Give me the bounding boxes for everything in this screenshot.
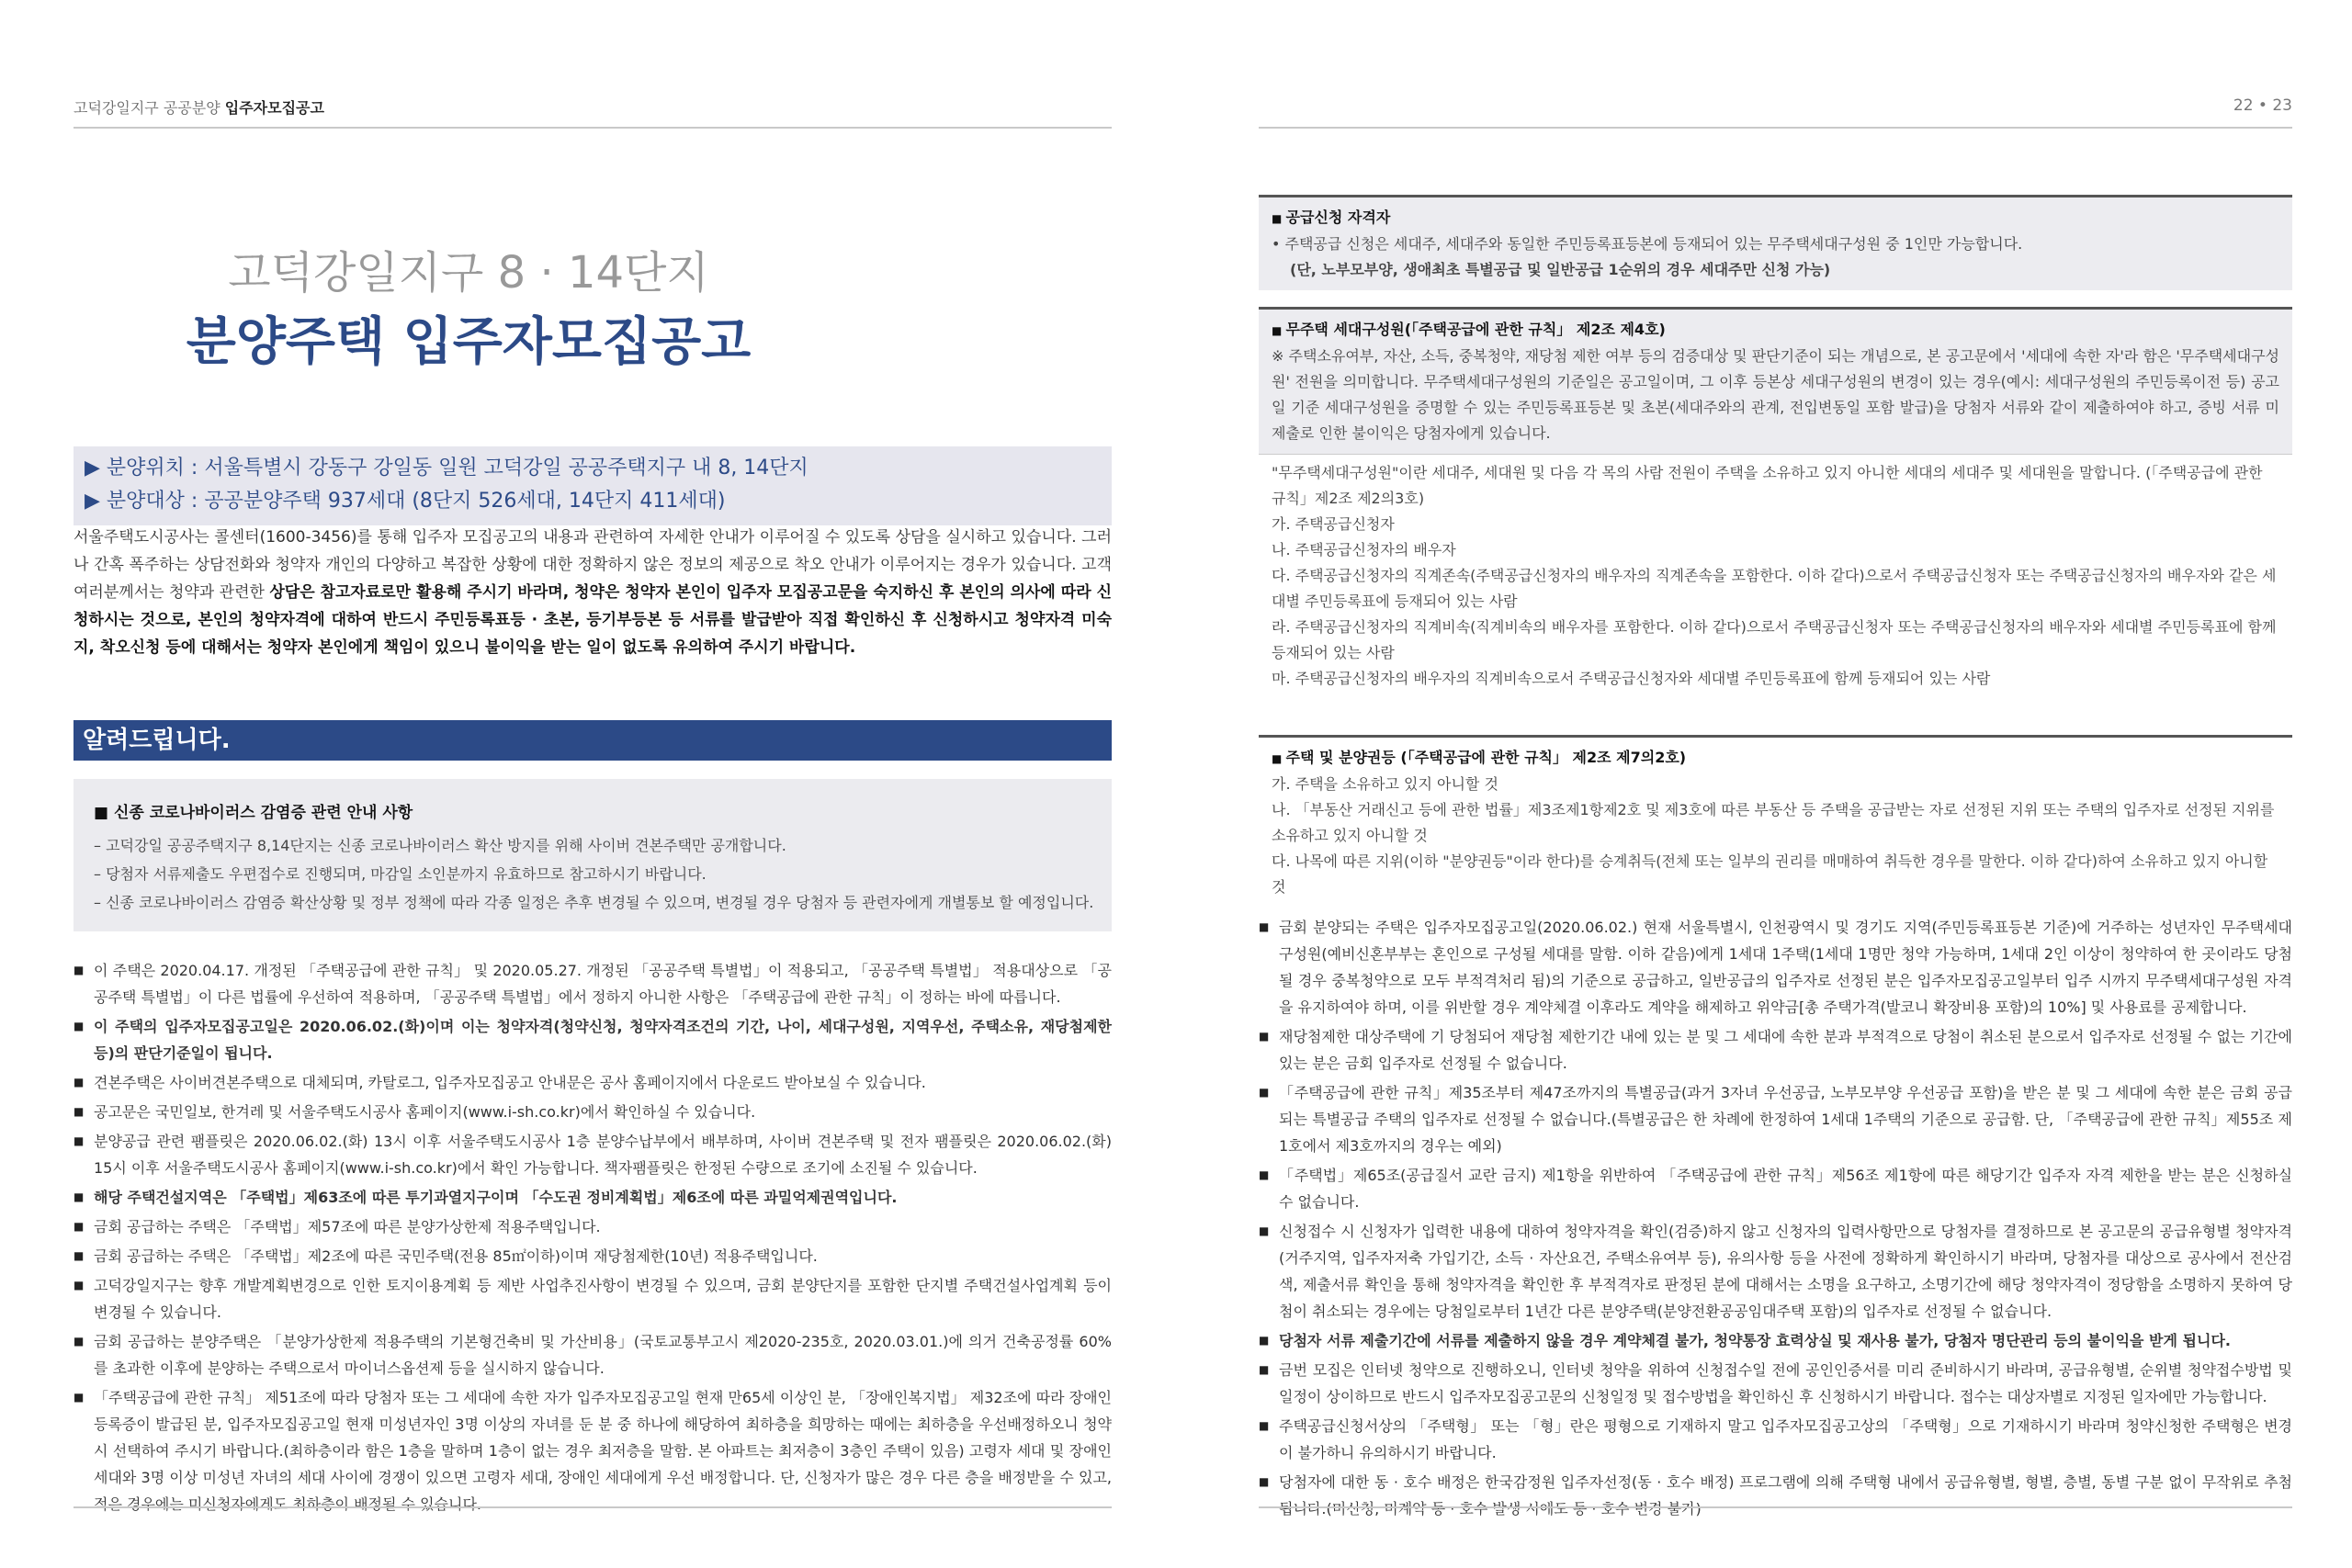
box-note: ※ 주택소유여부, 자산, 소득, 중복청약, 재당첨 제한 여부 등의 검증대상 및 판단기준이 되는 개념으로, 본 공고문에서 '세대에 속한 자'라 함은 '무주택세대구성원' 전원을 의미합니다. 무주택세대구성원의 기준일은 공고일이며, 그 이후 등본상 세대구성원의 변경이 있는 경우(예시: 세대구성원의 주민등록이전 등) 공고일 기준 세대구성원을 증명할 수 있는 주민등록표등본 및 초본(세대주와의 관계, 전입변동일 포함 발급)을 당첨자 서류와 같이 제출하여야 하고, 증빙 서류 미제출로 인한 불이익은 당첨자에게 있습니다. [1272, 347, 2279, 442]
right-page [1259, 0, 2292, 1568]
bullet-item: ■ 견본주택은 사이버견본주택으로 대체되며, 카탈로그, 입주자모집공고 안내문은 공사 홈페이지에서 다운로드 받아보실 수 있습니다. [74, 1069, 1112, 1096]
section-title: 알려드립니다. [74, 720, 1112, 761]
intro-text: 서울주택도시공사는 콜센터(1600-3456)를 통해 입주자 모집공고의 내용과 관련하여 자세한 안내가 이루어질 수 있도록 상담을 실시하고 있습니다. 그러나 간혹 폭주하는 상담전화와 청약자 개인의 다양하고 복잡한 상황에 대한 정확하지 않은 정보의 제공으로 착오 안내가 이루어지는 경우가 있습니다. 고객 여러분께서는 청약과 관련한 [74, 528, 1112, 602]
covid-notice-box [74, 779, 1112, 931]
definition-item: 가. 주택공급신청자 [1272, 515, 1395, 533]
bullet-item: ■ 공고문은 국민일보, 한겨레 및 서울주택도시공사 홈페이지(www.i-sh.co.kr)에서 확인하실 수 있습니다. [74, 1099, 1112, 1125]
bullet-item: ■ 금회 공급하는 주택은 「주택법」제57조에 따른 분양가상한제 적용주택입니다. [74, 1213, 1112, 1240]
bullet-item: ■ 「주택공급에 관한 규칙」제35조부터 제47조까지의 특별공급(과거 3자녀 우선공급, 노부모부양 우선공급 포함)을 받은 분 및 그 세대에 속한 분은 금회 공급되는 특별공급 주택의 입주자로 선정될 수 없습니다.(특별공급은 한 차례에 한정하여 1세대 1주택의 기준으로 공급함. 단, 「주택공급에 관한 규칙」제55조 제1호에서 제3호까지의 경우는 예외) [1259, 1079, 2292, 1159]
running-head-prefix: 고덕강일지구 공공분양 [74, 99, 220, 117]
box-head: ■ 무주택 세대구성원(「주택공급에 관한 규칙」 제2조 제4호) [1272, 317, 2279, 344]
location-line: ▶ 분양위치 : 서울특별시 강동구 강일동 일원 고덕강일 공공주택지구 내 8, 14단지 [85, 457, 808, 479]
definition-item: 마. 주택공급신청자의 배우자의 직계비속으로서 주택공급신청자와 세대별 주민등록표에 함께 등재되어 있는 사람 [1272, 670, 1991, 687]
applicant-eligibility-box [1259, 195, 2292, 290]
box-head: ■ 공급신청 자격자 [1272, 205, 2279, 231]
notice-item: – 고덕강일 공공주택지구 8,14단지는 신종 코로나바이러스 확산 방지를 위해 사이버 견본주택만 공개합니다. [94, 837, 786, 854]
notice-item: – 신종 코로나바이러스 감염증 확산상황 및 정부 정책에 따라 각종 일정은 추후 변경될 수 있으며, 변경될 경우 당첨자 등 관련자에게 개별통보 할 예정입니다. [94, 894, 1094, 911]
intro-bold-text: 상담은 참고자료로만 활용해 주시기 바라며, 청약은 청약자 본인이 입주자 모집공고문을 숙지하신 후 본인의 의사에 따라 신청하시는 것으로, 본인의 청약자격에 대하여 반드시 주민등록표등 · 초본, 등기부등본 등 서류를 발급받아 직접 확인하신 후 신청하시고 청약자격 미숙지, 착오신청 등에 대해서는 청약자 본인에게 책임이 있으니 불이익을 받는 일이 없도록 유의하여 주시기 바랍니다. [74, 583, 1112, 657]
definition-item: 라. 주택공급신청자의 직계비속(직계비속의 배우자를 포함한다. 이하 같다)으로서 주택공급신청자 또는 주택공급신청자의 배우자와 세대별 주민등록표에 함께 등재되어 있는 사람 [1272, 618, 2277, 661]
box-item: 다. 나목에 따른 지위(이하 "분양권등"이라 한다)를 승계취득(전체 또는 일부의 권리를 매매하여 취득한 경우를 말한다. 이하 같다)하여 소유하고 있지 아니할 것 [1272, 852, 2268, 896]
bullet-item: ■ 해당 주택건설지역은 「주택법」제63조에 따른 투기과열지구이며 「수도권 정비계획법」제6조에 따른 과밀억제권역입니다. [74, 1184, 1112, 1211]
definition-item: 나. 주택공급신청자의 배우자 [1272, 541, 1456, 558]
bullet-item: ■ 「주택법」제65조(공급질서 교란 금지) 제1항을 위반하여 「주택공급에 관한 규칙」제56조 제1항에 따른 해당기간 입주자 자격 제한을 받는 분은 신청하실 수 없습니다. [1259, 1162, 2292, 1215]
box-item: 나. 「부동산 거래신고 등에 관한 법률」제3조제1항제2호 및 제3호에 따른 부동산 등 주택을 공급받는 자로 선정된 지위 또는 주택의 입주자로 선정된 지위를 소유하고 있지 아니할 것 [1272, 801, 2275, 844]
box-text: • 주택공급 신청은 세대주, 세대주와 동일한 주민등록표등본에 등재되어 있는 무주택세대구성원 중 1인만 가능합니다. [1272, 235, 2023, 253]
document-title: 분양주택 입주자모집공고 [186, 312, 752, 372]
notice-item: – 당첨자 서류제출도 우편접수로 진행되며, 마감일 소인분까지 유효하므로 참고하시기 바랍니다. [94, 865, 707, 883]
box-item: 가. 주택을 소유하고 있지 아니할 것 [1272, 775, 1498, 793]
left-bullet-list [74, 957, 1112, 1520]
bullet-item: ■ 이 주택은 2020.04.17. 개정된 「주택공급에 관한 규칙」 및 2020.05.27. 개정된 「공공주택 특별법」이 적용되고, 「공공주택 특별법」 적용대상으로 「공공주택 특별법」이 다른 법률에 우선하여 적용하며, 「공공주택 특별법」에서 정하지 아니한 사항은 「주택공급에 관한 규칙」이 정하는 바에 따릅니다. [74, 957, 1112, 1010]
running-head-bold: 입주자모집공고 [224, 99, 324, 117]
top-rule [74, 127, 1112, 129]
page-numbers: 22 • 23 [2233, 96, 2292, 115]
location-box [74, 446, 1112, 525]
definition-item: 다. 주택공급신청자의 직계존속(주택공급신청자의 배우자의 직계존속을 포함한다. 이하 같다)으로서 주택공급신청자 또는 주택공급신청자의 배우자와 같은 세대별 주민등록표에 등재되어 있는 사람 [1272, 567, 2277, 610]
running-head [74, 96, 324, 118]
bullet-item: ■ 금회 공급하는 주택은 「주택법」제2조에 따른 국민주택(전용 85㎡이하)이며 재당첨제한(10년) 적용주택입니다. [74, 1243, 1112, 1269]
bullet-item: ■ 고덕강일지구는 향후 개발계획변경으로 인한 토지이용계획 등 제반 사업추진사항이 변경될 수 있으며, 금회 분양단지를 포함한 단지별 주택건설사업계획 등이 변경될 수 있습니다. [74, 1272, 1112, 1325]
definition-intro: "무주택세대구성원"이란 세대주, 세대원 및 다음 각 목의 사람 전원이 주택을 소유하고 있지 아니한 세대의 세대주 및 세대원을 말합니다. (「주택공급에 관한 규칙」제2조 제2의3호) [1272, 464, 2263, 507]
target-line: ▶ 분양대상 : 공공분양주택 937세대 (8단지 526세대, 14단지 411세대) [85, 490, 726, 513]
bottom-rule [1259, 1506, 2292, 1508]
household-member-box [1259, 307, 2292, 454]
bullet-item: ■ 이 주택의 입주자모집공고일은 2020.06.02.(화)이며 이는 청약자격(청약신청, 청약자격조건의 기간, 나이, 세대구성원, 지역우선, 주택소유, 재당첨제한 등)의 판단기준일이 됩니다. [74, 1013, 1112, 1066]
left-page [74, 0, 1112, 1568]
intro-paragraph [74, 524, 1112, 661]
bullet-item: ■ 금회 분양되는 주택은 입주자모집공고일(2020.06.02.) 현재 서울특별시, 인천광역시 및 경기도 지역(주민등록표등본 기준)에 거주하는 성년자인 무주택세대구성원(예비신혼부부는 혼인으로 구성될 세대를 말함. 이하 같음)에게 1세대 1주택(1세대 1명만 청약 가능하며, 1세대 2인 이상이 청약하여 한 곳이라도 당첨될 경우 중복청약으로 모두 부적격처리 됨)의 기준으로 공급하고, 일반공급의 입주자로 선정된 분은 입주자모집공고일부터 입주 시까지 무주택세대구성원 자격을 유지하여야 하며, 이를 위반할 경우 계약체결 이후라도 계약을 해제하고 위약금[총 주택가격(발코니 확장비용 포함)의 10%] 및 사용료를 공제합니다. [1259, 914, 2292, 1021]
bullet-item: ■ 당첨자 서류 제출기간에 서류를 제출하지 않을 경우 계약체결 불가, 청약통장 효력상실 및 재사용 불가, 당첨자 명단관리 등의 불이익을 받게 됩니다. [1259, 1327, 2292, 1354]
box-text: (단, 노부모부양, 생애최초 특별공급 및 일반공급 1순위의 경우 세대주만 신청 가능) [1290, 261, 1831, 278]
bullet-item: ■ 당첨자에 대한 동 · 호수 배정은 한국감정원 입주자선정(동 · 호수 배정) 프로그램에 의해 주택형 내에서 공급유형별, 형별, 층별, 동별 구분 없이 무작위로 추첨됩니다.(미신청, 미계약 동 · 호수 발생 시에도 동 · 호수 변경 불가) [1259, 1469, 2292, 1522]
bullet-item: ■ 신청접수 시 신청자가 입력한 내용에 대하여 청약자격을 확인(검증)하지 않고 신청자의 입력사항만으로 당첨자를 결정하므로 본 공고문의 공급유형별 청약자격(거주지역, 입주자저축 가입기간, 소득 · 자산요건, 주택소유여부 등), 유의사항 등을 사전에 정확하게 확인하시기 바라며, 당첨자를 대상으로 공사에서 전산검색, 제출서류 확인을 통해 청약자격을 확인한 후 부적격자로 판정된 분에 대해서는 소명을 요구하고, 소명기간에 해당 청약자격이 정당함을 소명하지 못하여 당첨이 취소되는 경우에는 당첨일로부터 1년간 다른 분양주택(분양전환공공임대주택 포함)의 입주자로 선정될 수 없습니다. [1259, 1218, 2292, 1325]
housing-rights-box [1259, 735, 2292, 908]
right-bullet-list [1259, 914, 2292, 1525]
bullet-item: ■ 재당첨제한 대상주택에 기 당첨되어 재당첨 제한기간 내에 있는 분 및 그 세대에 속한 분과 부적격으로 당첨이 취소된 분으로서 입주자로 선정될 수 없는 기간에 있는 분은 금회 입주자로 선정될 수 없습니다. [1259, 1023, 2292, 1077]
top-rule [1259, 127, 2292, 129]
bullet-item: ■ 「주택공급에 관한 규칙」 제51조에 따라 당첨자 또는 그 세대에 속한 자가 입주자모집공고일 현재 만65세 이상인 분, 「장애인복지법」 제32조에 따라 장애인등록증이 발급된 분, 입주자모집공고일 현재 미성년자인 3명 이상의 자녀를 둔 분 중 하나에 해당하여 최하층을 희망하는 때에는 최하층을 우선배정하오니 청약 시 선택하여 주시기 바랍니다.(최하층이라 함은 1층을 말하며 1층이 없는 경우 최저층을 말함. 본 아파트는 최저층이 3층인 주택이 있음) 고령자 세대 및 장애인 세대와 3명 이상 미성년 자녀의 세대 사이에 경쟁이 있으면 고령자 세대, 장애인 세대에게 우선 배정합니다. 단, 신청자가 많은 경우 다른 층을 배정받을 수 있고, 적은 경우에는 미신청자에게도 최하층이 배정될 수 있습니다. [74, 1384, 1112, 1517]
document-subtitle: 고덕강일지구 8 · 14단지 [228, 247, 709, 299]
definition-block [1259, 454, 2292, 697]
bullet-item: ■ 분양공급 관련 팸플릿은 2020.06.02.(화) 13시 이후 서울주택도시공사 1층 분양수납부에서 배부하며, 사이버 견본주택 및 전자 팸플릿은 2020.06.02.(화) 15시 이후 서울주택도시공사 홈페이지(www.i-sh.co.kr)에서 확인 가능합니다. 책자팸플릿은 한정된 수량으로 조기에 소진될 수 있습니다. [74, 1128, 1112, 1181]
notice-head: ■ 신종 코로나바이러스 감염증 관련 안내 사항 [94, 804, 413, 822]
bottom-rule [74, 1506, 1112, 1508]
bullet-item: ■ 금번 모집은 인터넷 청약으로 진행하오니, 인터넷 청약을 위하여 신청접수일 전에 공인인증서를 미리 준비하시기 바라며, 공급유형별, 순위별 청약접수방법 및 일정이 상이하므로 반드시 입주자모집공고문의 신청일정 및 접수방법을 확인하신 후 신청하시기 바랍니다. 접수는 대상자별로 지정된 일자에만 가능합니다. [1259, 1357, 2292, 1410]
bullet-item: ■ 금회 공급하는 분양주택은 「분양가상한제 적용주택의 기본형건축비 및 가산비용」(국토교통부고시 제2020-235호, 2020.03.01.)에 의거 건축공정률 60%를 초과한 이후에 분양하는 주택으로서 마이너스옵션제 등을 실시하지 않습니다. [74, 1328, 1112, 1382]
bullet-item: ■ 주택공급신청서상의 「주택형」 또는 「형」란은 평형으로 기재하지 말고 입주자모집공고상의 「주택형」으로 기재하시기 바라며 청약신청한 주택형은 변경이 불가하니 유의하시기 바랍니다. [1259, 1413, 2292, 1466]
box-head: ■ 주택 및 분양권등 (「주택공급에 관한 규칙」 제2조 제7의2호) [1272, 745, 2279, 772]
